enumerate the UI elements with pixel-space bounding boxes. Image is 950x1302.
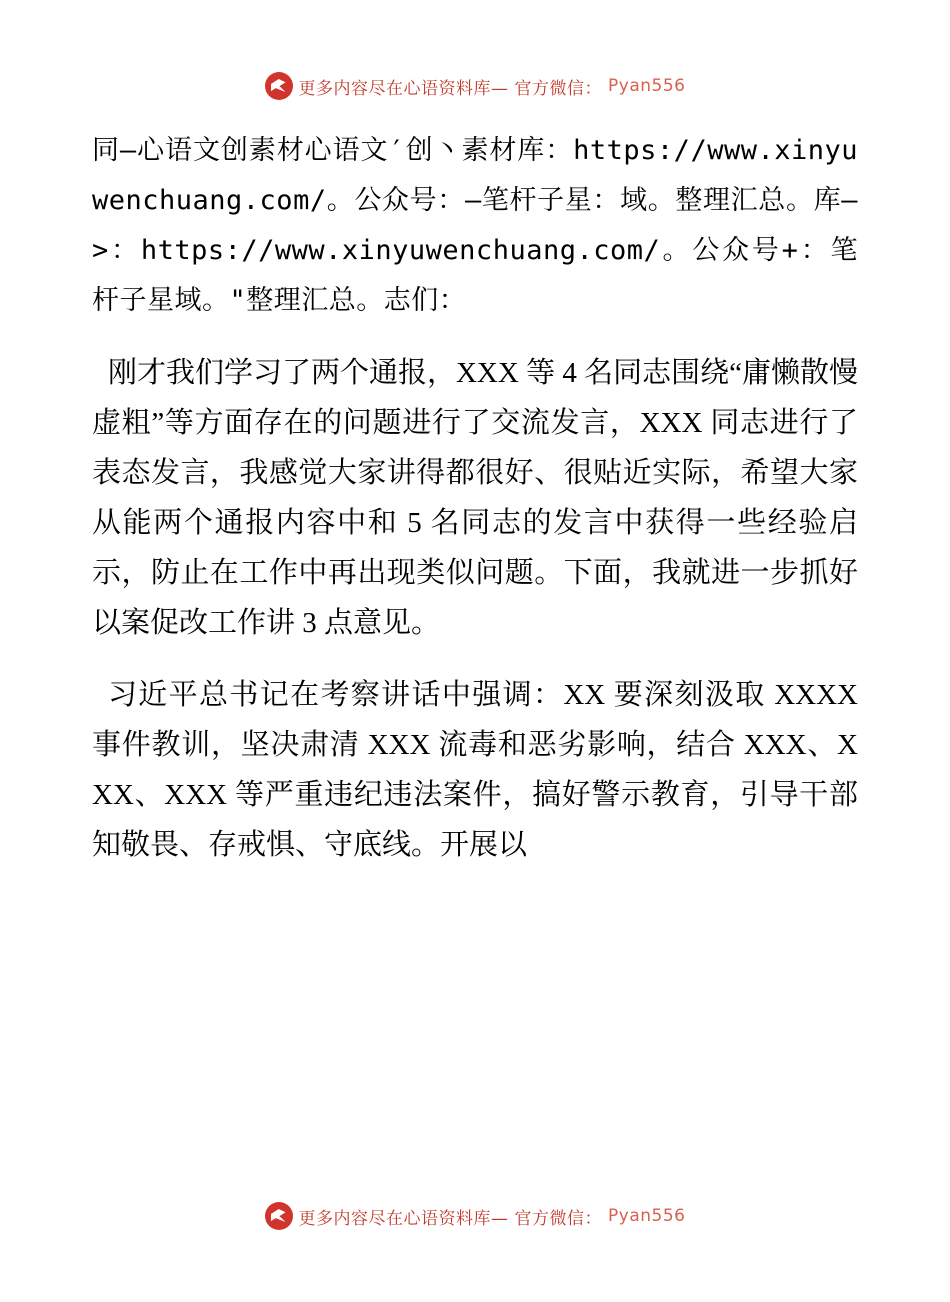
watermark-top	[92, 72, 858, 100]
watermark-account-id: Pyan556	[608, 1206, 686, 1226]
document-page	[0, 72, 950, 1302]
document-paragraph-1: 刚才我们学习了两个通报，XXX 等 4 名同志围绕“庸懒散慢虚粗”等方面存在的问题进行了交流发言，XXX 同志进行了表态发言，我感觉大家讲得都很好、很贴近实际，希望大家从能两个通报内容中和 5 名同志的发言中获得一些经验启示，防止在工作中再出现类似问题。下面，我就进一步抓好以案促改工作讲 3 点意见。	[92, 357, 858, 639]
eagle-logo-icon	[265, 72, 293, 100]
document-paragraph-2: 习近平总书记在考察讲话中强调：XX 要深刻汲取 XXXX 事件教训，坚决肃清 XXX 流毒和恶劣影响，结合 XXX、XXX、XXX 等严重违纪违法案件，搞好警示教育，引导干部知敬畏、存戒惧、守底线。开展以	[92, 679, 858, 861]
document-header-block: 同—心语文创素材心语文′创丶素材库：https://www.xinyuwenchuang.com/。公众号：—笔杆子星：域。整理汇总。库—>：https://www.xinyuwenchuang.com/。公众号+：笔杆子星域。"整理汇总。志们：	[92, 135, 858, 316]
watermark-main-text: 更多内容尽在心语资料库—	[298, 78, 509, 99]
watermark-main-text: 更多内容尽在心语资料库—	[298, 1208, 509, 1229]
watermark-account-id: Pyan556	[608, 76, 686, 96]
watermark-sub-text: 官方微信：	[514, 1208, 603, 1229]
eagle-logo-icon	[265, 1202, 293, 1230]
watermark-sub-text: 官方微信：	[514, 78, 603, 99]
watermark-bottom	[0, 1202, 950, 1230]
